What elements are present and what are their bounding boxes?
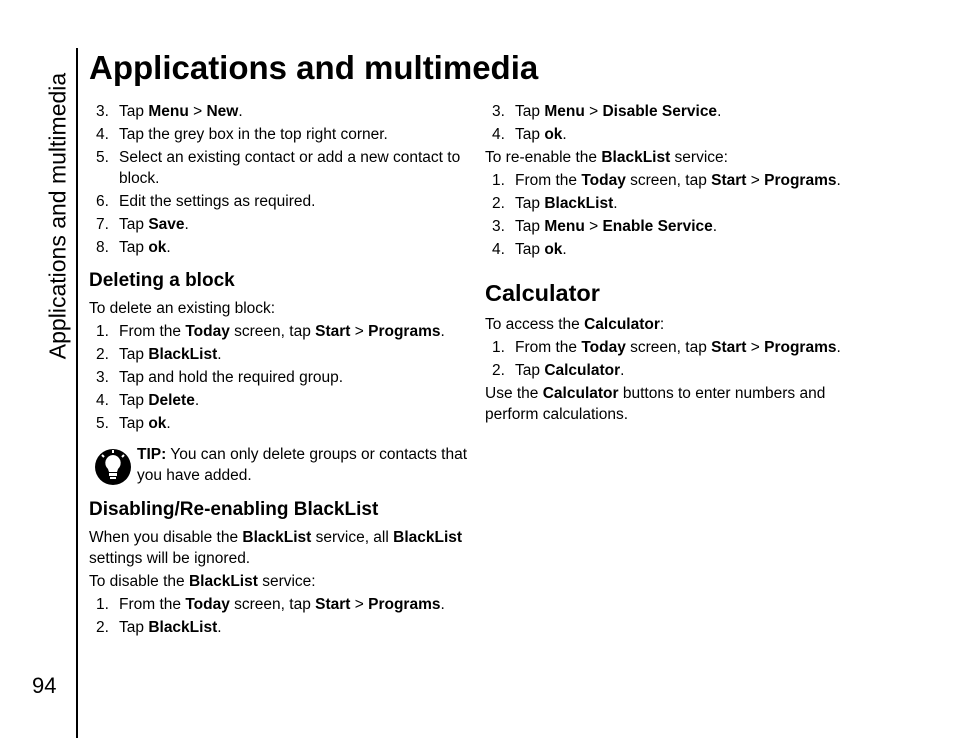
- step-item: [89, 190, 469, 213]
- step-text: Tap ok.: [119, 239, 171, 256]
- step-number: 1.: [96, 596, 109, 613]
- step-number: 3.: [96, 369, 109, 386]
- bold-term: Menu: [544, 218, 585, 235]
- step-number: 4.: [96, 392, 109, 409]
- step-list: [485, 336, 865, 382]
- step-list: [89, 320, 469, 435]
- bold-term: Start: [711, 339, 747, 356]
- right-column: [485, 100, 865, 426]
- step-number: 3.: [492, 218, 505, 235]
- bold-term: Programs: [764, 339, 837, 356]
- bold-term: ok: [148, 239, 167, 256]
- bold-term: Start: [315, 596, 351, 613]
- bold-term: Menu: [148, 103, 189, 120]
- step-number: 6.: [96, 193, 109, 210]
- step-text: Edit the settings as required.: [119, 193, 316, 210]
- bold-term: BlackList: [148, 346, 218, 363]
- bold-term: BlackList: [544, 195, 614, 212]
- step-text: From the Today screen, tap Start > Programs.: [119, 323, 445, 340]
- step-item: [89, 146, 469, 190]
- section-heading-disabling: Disabling/Re-enabling BlackList: [89, 499, 379, 520]
- bold-term: Enable Service: [602, 218, 713, 235]
- paragraph: To re-enable the BlackList service:: [485, 149, 728, 166]
- step-number: 1.: [492, 172, 505, 189]
- bold-term: Menu: [544, 103, 585, 120]
- step-item: [89, 616, 469, 639]
- step-list: [89, 100, 469, 259]
- step-item: [89, 123, 469, 146]
- bold-term: Start: [711, 172, 747, 189]
- step-item: [485, 238, 865, 261]
- step-text: Tap and hold the required group.: [119, 369, 344, 386]
- step-number: 8.: [96, 239, 109, 256]
- step-list: [89, 593, 469, 639]
- bold-term: Calculator: [584, 316, 660, 333]
- bold-term: Start: [315, 323, 351, 340]
- step-text: Tap ok.: [119, 415, 171, 432]
- bold-term: BlackList: [393, 529, 463, 546]
- step-text: Tap Menu > New.: [119, 103, 243, 120]
- bold-term: Programs: [368, 323, 441, 340]
- bold-term: Today: [185, 323, 230, 340]
- tip-text: TIP: You can only delete groups or contacts that you have added.: [137, 446, 468, 484]
- step-list: [485, 169, 865, 261]
- section-heading-deleting: Deleting a block: [89, 270, 235, 291]
- page-title: Applications and multimedia: [89, 49, 539, 86]
- bold-term: Programs: [764, 172, 837, 189]
- step-text: From the Today screen, tap Start > Programs.: [515, 339, 841, 356]
- step-item: [485, 123, 865, 146]
- step-number: 4.: [492, 241, 505, 258]
- step-item: [89, 593, 469, 616]
- margin-rule: [76, 48, 78, 738]
- step-text: Select an existing contact or add a new contact to block.: [119, 149, 461, 187]
- step-number: 5.: [96, 149, 109, 166]
- bold-term: New: [206, 103, 239, 120]
- step-item: [89, 412, 469, 435]
- bold-term: Calculator: [544, 362, 621, 379]
- step-number: 3.: [96, 103, 109, 120]
- step-item: [89, 100, 469, 123]
- step-item: [485, 215, 865, 238]
- step-item: [485, 169, 865, 192]
- step-text: Tap BlackList.: [119, 619, 222, 636]
- step-item: [485, 192, 865, 215]
- side-tab-label: Applications and multimedia: [44, 72, 71, 360]
- paragraph: When you disable the BlackList service, all BlackList settings will be ignored.: [89, 529, 463, 567]
- step-number: 7.: [96, 216, 109, 233]
- bold-term: Today: [185, 596, 230, 613]
- page-number: 94: [32, 673, 57, 698]
- bold-term: BlackList: [601, 149, 671, 166]
- step-number: 1.: [96, 323, 109, 340]
- step-number: 1.: [492, 339, 505, 356]
- step-item: [89, 389, 469, 412]
- step-item: [89, 343, 469, 366]
- step-text: Tap the grey box in the top right corner.: [119, 126, 388, 143]
- step-text: Tap Menu > Enable Service.: [515, 218, 718, 235]
- bold-term: Programs: [368, 596, 441, 613]
- bold-term: Calculator: [542, 385, 619, 402]
- step-text: From the Today screen, tap Start > Programs.: [515, 172, 841, 189]
- bold-term: ok: [544, 241, 563, 258]
- step-text: Tap ok.: [515, 126, 567, 143]
- step-text: Tap BlackList.: [119, 346, 222, 363]
- step-number: 2.: [96, 619, 109, 636]
- step-number: 2.: [96, 346, 109, 363]
- step-item: [485, 359, 865, 382]
- step-text: Tap Delete.: [119, 392, 200, 409]
- bold-term: ok: [544, 126, 563, 143]
- bold-term: Today: [581, 339, 626, 356]
- step-item: [485, 336, 865, 359]
- step-item: [89, 236, 469, 259]
- step-number: 2.: [492, 362, 505, 379]
- step-list: [485, 100, 865, 146]
- paragraph: To delete an existing block:: [89, 300, 276, 317]
- step-number: 5.: [96, 415, 109, 432]
- step-text: Tap Menu > Disable Service.: [515, 103, 722, 120]
- step-item: [485, 100, 865, 123]
- section-heading-calculator: Calculator: [485, 280, 600, 306]
- bold-term: Today: [581, 172, 626, 189]
- step-number: 4.: [492, 126, 505, 143]
- step-item: [89, 366, 469, 389]
- tip-box: [89, 444, 469, 488]
- bold-term: Delete: [148, 392, 195, 409]
- step-text: From the Today screen, tap Start > Programs.: [119, 596, 445, 613]
- step-item: [89, 213, 469, 236]
- step-text: Tap ok.: [515, 241, 567, 258]
- step-text: Tap Calculator.: [515, 362, 625, 379]
- paragraph: To disable the BlackList service:: [89, 573, 316, 590]
- step-number: 3.: [492, 103, 505, 120]
- step-number: 4.: [96, 126, 109, 143]
- bold-term: ok: [148, 415, 167, 432]
- bold-term: Save: [148, 216, 185, 233]
- lightbulb-icon: [94, 448, 132, 486]
- bold-term: TIP:: [137, 446, 167, 463]
- bold-term: BlackList: [148, 619, 218, 636]
- bold-term: Disable Service: [602, 103, 718, 120]
- step-text: Tap BlackList.: [515, 195, 618, 212]
- paragraph: Use the Calculator buttons to enter numbers and perform calculations.: [485, 385, 826, 423]
- bold-term: BlackList: [242, 529, 312, 546]
- step-text: Tap Save.: [119, 216, 189, 233]
- step-item: [89, 320, 469, 343]
- paragraph: To access the Calculator:: [485, 316, 665, 333]
- left-column: [89, 100, 469, 639]
- step-number: 2.: [492, 195, 505, 212]
- bold-term: BlackList: [188, 573, 258, 590]
